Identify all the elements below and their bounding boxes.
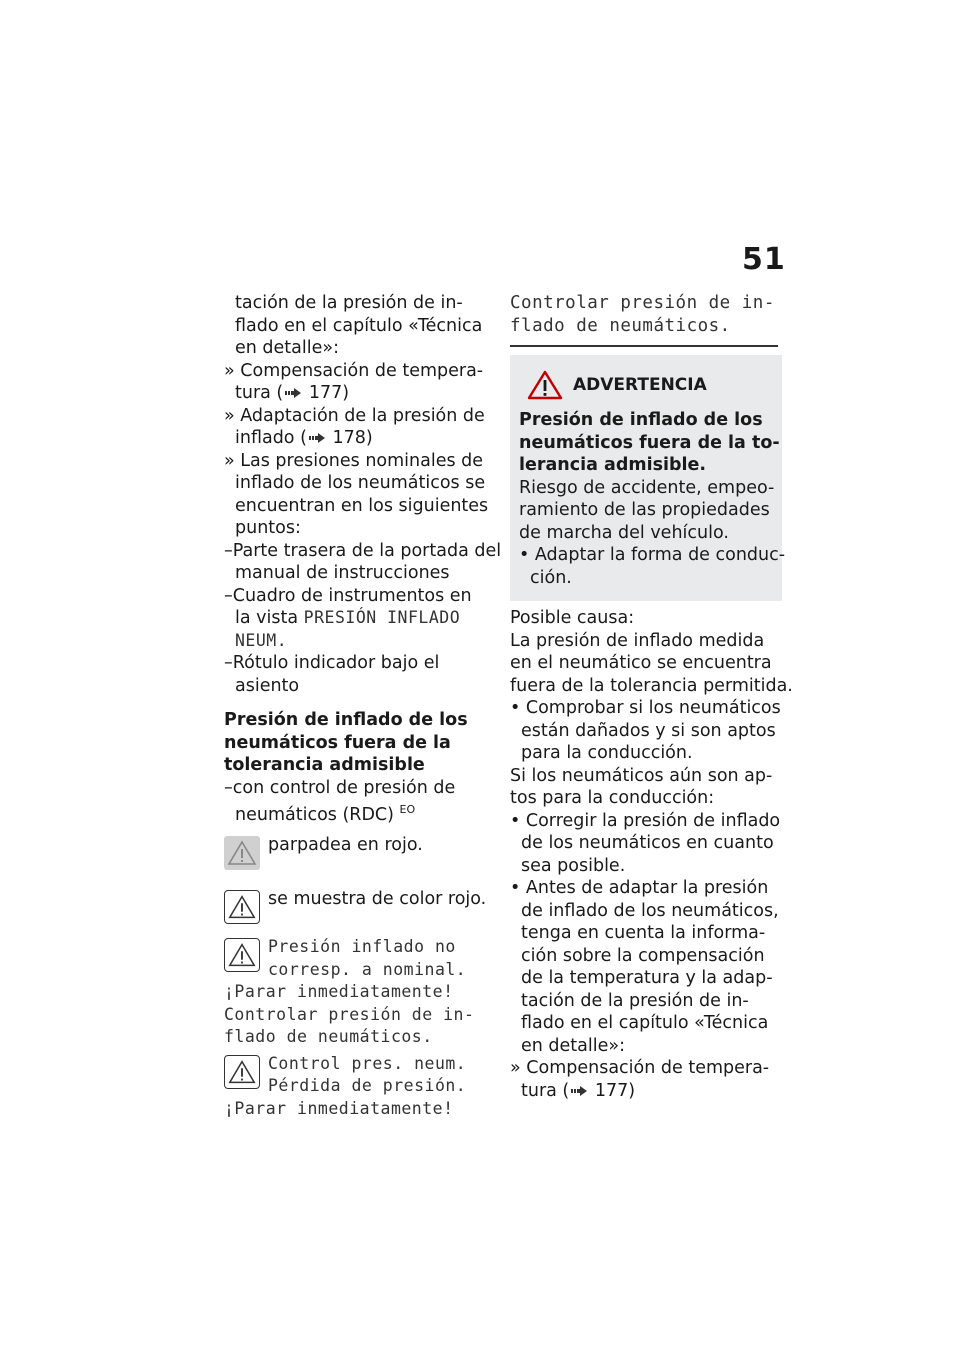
warning-title: ADVERTENCIA [527, 369, 773, 401]
warning-heading: neumáticos fuera de la to- [519, 432, 780, 453]
warning-heading: lerancia admisible. [519, 455, 707, 475]
warning-triangle-icon [224, 938, 260, 972]
warning-box [510, 355, 786, 601]
warning-triangle-icon [527, 369, 563, 401]
cause-text: en el neumático se encuentra [510, 653, 772, 673]
icon-description: parpadea en rojo. [268, 835, 423, 856]
display-message: flado de neumáticos. [224, 1027, 433, 1047]
bullet-item: están dañados y si son aptos [521, 720, 776, 741]
ref-pressure-adapt-line2[interactable]: inflado ( 178) [235, 428, 373, 448]
display-message-heading: Controlar presión de in- [510, 293, 775, 313]
icon-row [224, 888, 494, 924]
bullet-item: para la conducción. [521, 743, 693, 763]
bullet-item: • Corregir la presión de inflado [510, 810, 781, 831]
location-item: –Cuadro de instrumentos en [224, 585, 472, 606]
ref-temp-comp-line2[interactable]: tura ( 177) [521, 1080, 636, 1101]
page-ref-arrow-icon [571, 1086, 587, 1096]
paragraph: Si los neumáticos aún son ap- [510, 765, 773, 786]
condition: neumáticos (RDC) $^{EO}$ [235, 803, 416, 825]
display-message: ¡Parar inmediatamente! [224, 982, 454, 1002]
bullet-item: de inflado de los neumáticos, [521, 900, 779, 921]
warning-text: Riesgo de accidente, empeo- [519, 477, 775, 498]
bullet-item: • Comprobar si los neumáticos [510, 698, 781, 718]
bullet-item: de la temperatura y la adap- [521, 968, 773, 988]
location-item: –Rótulo indicador bajo el [224, 653, 440, 673]
display-message: Presión inflado no corresp. a nominal. [268, 937, 467, 979]
page-ref: 177) [594, 1080, 636, 1101]
page-number: 51 [742, 242, 786, 277]
section-heading: Presión de inflado de los [224, 710, 468, 730]
bullet-item: • Antes de adaptar la presión [510, 878, 769, 898]
ref-temp-comp: » Compensación de tempera- [510, 1058, 770, 1078]
nominal-pressure-item: encuentran en los siguientes [235, 495, 489, 516]
location-item: –Parte trasera de la portada del [224, 540, 502, 561]
icon-description: se muestra de color rojo. [268, 889, 487, 910]
bullet-item: sea posible. [521, 855, 626, 876]
paragraph: tos para la conducción: [510, 788, 715, 808]
section-heading: neumáticos fuera de la [224, 732, 451, 753]
nominal-pressure-item: » Las presiones nominales de [224, 450, 484, 471]
cause-text: La presión de inflado medida [510, 630, 765, 651]
location-item: manual de instrucciones [235, 563, 450, 583]
cause-text: fuera de la tolerancia permitida. [510, 675, 793, 696]
display-message: Controlar presión de in- [224, 1004, 475, 1024]
display-message: Control pres. neum. Pérdida de presión. [268, 1053, 467, 1096]
warning-triangle-icon [224, 890, 260, 924]
condition: –con control de presión de [224, 777, 456, 798]
bullet-item: flado en el capítulo «Técnica [521, 1013, 769, 1033]
warning-heading: Presión de inflado de los [519, 410, 763, 430]
warning-bullet: • Adaptar la forma de conduc- [519, 545, 786, 565]
location-item: asiento [235, 675, 300, 696]
cause-text: Posible causa: [510, 608, 635, 628]
page-ref-arrow-icon [309, 433, 325, 443]
bullet-item: tenga en cuenta la informa- [521, 923, 766, 943]
right-column [510, 292, 793, 1102]
warning-bullet: ción. [530, 567, 572, 588]
page-ref: 178) [332, 428, 373, 448]
nominal-pressure-item: inflado de los neumáticos se [235, 473, 486, 493]
display-view-name: NEUM. [235, 630, 288, 650]
display-view-name: PRESIÓN INFLADO [303, 608, 461, 627]
ref-temp-comp-line2[interactable]: tura ( 177) [235, 383, 350, 403]
nominal-pressure-item: puntos: [235, 518, 301, 538]
warning-triangle-icon [224, 1055, 260, 1089]
section-heading: tolerancia admisible [224, 755, 425, 775]
left-column [224, 292, 502, 1120]
page-ref-arrow-icon [285, 388, 301, 398]
warning-text: ramiento de las propiedades [519, 500, 770, 520]
icon-row [224, 936, 494, 981]
icon-row [224, 1053, 494, 1098]
display-message-heading: flado de neumáticos. [510, 315, 731, 336]
ref-temp-comp: » Compensación de tempera- [224, 360, 484, 381]
intro-line: en detalle»: [235, 338, 339, 358]
warning-text: de marcha del vehículo. [519, 522, 729, 543]
bullet-item: ción sobre la compensación [521, 945, 765, 966]
bullet-item: de los neumáticos en cuanto [521, 833, 774, 853]
divider [510, 345, 778, 347]
location-item: la vista PRESIÓN INFLADO [235, 608, 461, 628]
page-ref: 177) [308, 383, 350, 403]
bullet-item: en detalle»: [521, 1035, 625, 1056]
equipment-code: EO [399, 803, 416, 816]
icon-row [224, 834, 494, 870]
bullet-item: tación de la presión de in- [521, 990, 749, 1011]
display-message: ¡Parar inmediatamente! [224, 1098, 454, 1118]
intro-line: tación de la presión de in- [235, 293, 463, 313]
intro-line: flado en el capítulo «Técnica [235, 315, 483, 336]
warning-triangle-icon [224, 836, 260, 870]
ref-pressure-adapt: » Adaptación de la presión de [224, 405, 485, 426]
